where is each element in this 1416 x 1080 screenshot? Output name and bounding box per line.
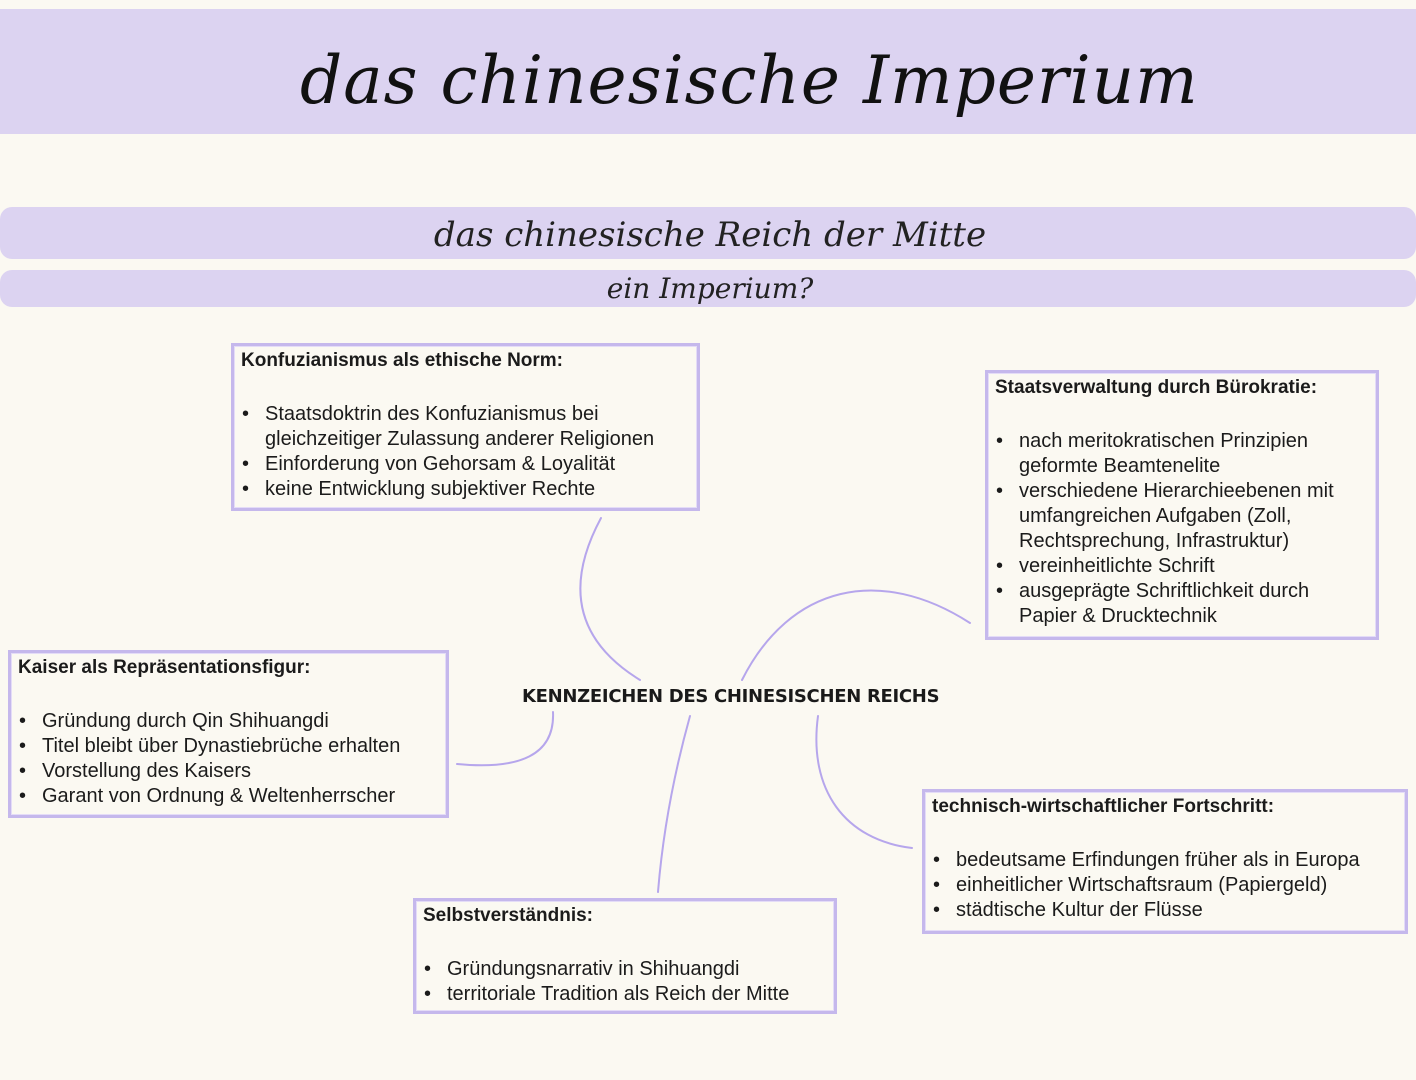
box-staatsverwaltung bbox=[985, 370, 1379, 640]
box-selbstverstaendnis bbox=[413, 898, 837, 1014]
box-fortschritt bbox=[922, 789, 1408, 934]
subtitle: das chinesische Reich der Mitte bbox=[433, 215, 987, 255]
list-item: • keine Entwicklung subjektiver Rechte bbox=[242, 478, 596, 500]
bullet-icon: • bbox=[996, 480, 1004, 502]
bullet-icon: • bbox=[424, 983, 432, 1005]
list-item: • Staatsdoktrin des Konfuzianismus bei gleichzeitiger Zulassung anderer Religionen bbox=[242, 403, 655, 450]
bullet-icon: • bbox=[19, 710, 27, 732]
bullet-icon: • bbox=[19, 785, 27, 807]
list-item: • Garant von Ordnung & Weltenherrscher bbox=[19, 785, 396, 807]
bullet-icon: • bbox=[19, 735, 27, 757]
box-heading: Selbstverständnis: bbox=[423, 905, 593, 926]
connector-selbstverstaendnis bbox=[658, 716, 690, 892]
connector-kaiser bbox=[457, 712, 553, 765]
list-item: • Gründungsnarrativ in Shihuangdi bbox=[424, 958, 740, 980]
box-heading: Konfuzianismus als ethische Norm: bbox=[241, 350, 564, 371]
central-topic: KENNZEICHEN DES CHINESISCHEN REICHS bbox=[522, 686, 940, 707]
bullet-icon: • bbox=[996, 580, 1004, 602]
list-item: • Einforderung von Gehorsam & Loyalität bbox=[242, 453, 616, 475]
box-konfuzianismus bbox=[231, 343, 700, 511]
list-item: • ausgeprägte Schriftlichkeit durch Papier & Drucktechnik bbox=[996, 580, 1310, 627]
list-item: • einheitlicher Wirtschaftsraum (Papiergeld) bbox=[933, 874, 1328, 896]
bullet-list bbox=[423, 957, 789, 1007]
connector-fortschritt bbox=[816, 716, 912, 848]
box-kaiser bbox=[8, 650, 449, 818]
bullet-icon: • bbox=[242, 453, 250, 475]
list-item: • Gründung durch Qin Shihuangdi bbox=[19, 710, 329, 732]
bullet-icon: • bbox=[996, 555, 1004, 577]
question-subtitle: ein Imperium? bbox=[606, 272, 814, 305]
box-heading: technisch-wirtschaftlicher Fortschritt: bbox=[932, 796, 1275, 817]
bullet-icon: • bbox=[424, 958, 432, 980]
list-item: • vereinheitlichte Schrift bbox=[996, 555, 1215, 577]
box-heading: Kaiser als Repräsentationsfigur: bbox=[18, 657, 311, 678]
list-item: • territoriale Tradition als Reich der Mitte bbox=[424, 983, 790, 1005]
connector-staatsverwaltung bbox=[742, 590, 970, 680]
bullet-list bbox=[995, 429, 1334, 629]
connector-konfuzianismus bbox=[580, 518, 640, 680]
list-item: • bedeutsame Erfindungen früher als in Europa bbox=[933, 849, 1360, 871]
bullet-list bbox=[932, 848, 1360, 923]
list-item: • Vorstellung des Kaisers bbox=[19, 760, 252, 782]
bullet-icon: • bbox=[933, 899, 941, 921]
page-title: das chinesische Imperium bbox=[300, 42, 1199, 119]
bullet-list bbox=[18, 709, 400, 809]
list-item: • verschiedene Hierarchieebenen mit umfangreichen Aufgaben (Zoll, Rechtsprechung, Infrastruktur) bbox=[996, 480, 1334, 552]
list-item: • Titel bleibt über Dynastiebrüche erhalten bbox=[19, 735, 401, 757]
box-heading: Staatsverwaltung durch Bürokratie: bbox=[995, 377, 1318, 398]
list-item: • städtische Kultur der Flüsse bbox=[933, 899, 1203, 921]
bullet-icon: • bbox=[242, 478, 250, 500]
bullet-icon: • bbox=[242, 403, 250, 425]
bullet-icon: • bbox=[996, 430, 1004, 452]
bullet-icon: • bbox=[933, 874, 941, 896]
bullet-icon: • bbox=[19, 760, 27, 782]
list-item: • nach meritokratischen Prinzipien geformte Beamtenelite bbox=[996, 430, 1309, 477]
bullet-icon: • bbox=[933, 849, 941, 871]
bullet-list bbox=[241, 402, 654, 502]
